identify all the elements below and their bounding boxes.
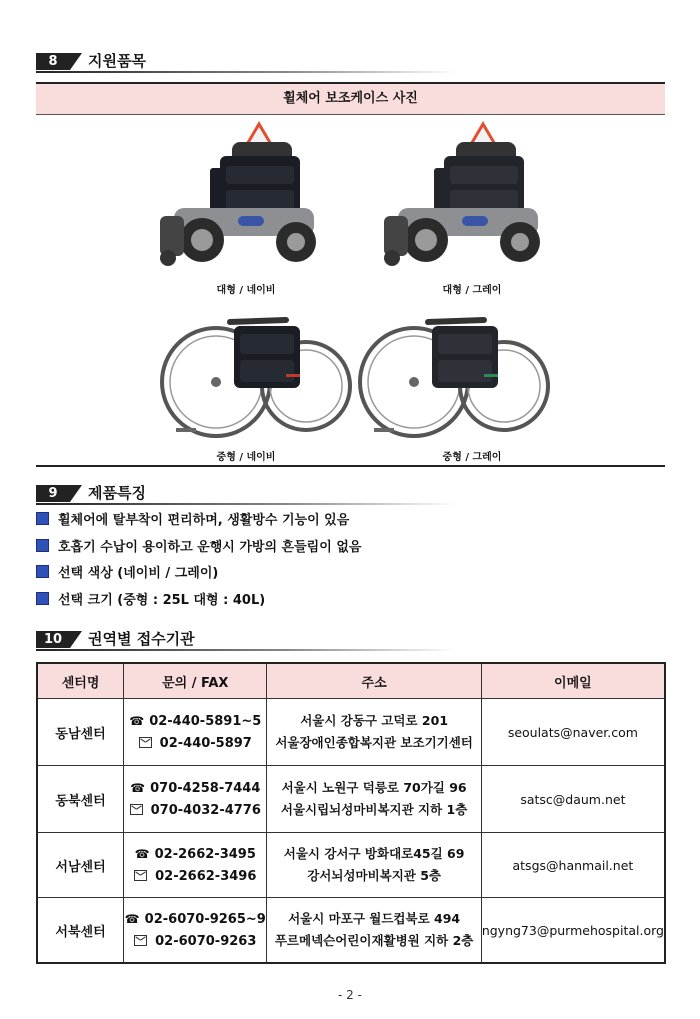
- center-name: 서남센터: [37, 833, 124, 898]
- section-underline: [36, 71, 456, 73]
- fax-icon: [134, 935, 147, 946]
- table-row: [37, 699, 665, 766]
- address-cell: [267, 699, 481, 766]
- square-bullet-icon: [36, 512, 49, 525]
- feature-item: [36, 539, 361, 557]
- email-address[interactable]: atsgs@hanmail.net: [481, 833, 665, 898]
- address-line: 강서뇌성마비복지관 5층: [307, 868, 442, 883]
- phone-icon: ☎: [124, 911, 140, 926]
- medium-gray-wheelchair-photo: [354, 312, 554, 442]
- phone-number: 070-4258-7444: [150, 780, 261, 796]
- phone-number: 02-6070-9265~9: [144, 911, 266, 927]
- contact-cell: [124, 699, 267, 766]
- fax-icon: [134, 870, 147, 881]
- section-title: 지원품목: [88, 52, 146, 70]
- caption-medium-navy: 중형 / 네이비: [216, 452, 276, 463]
- address-line: 서울장애인종합복지관 보조기기센터: [275, 735, 473, 750]
- section-number: 8: [36, 53, 70, 70]
- section-title: 권역별 접수기관: [88, 630, 195, 648]
- phone-icon: ☎: [134, 846, 150, 861]
- fax-number: 02-2662-3496: [155, 868, 257, 884]
- feature-text: 선택 크기 (중형 : 25L 대형 : 40L): [58, 593, 266, 608]
- square-bullet-icon: [36, 565, 49, 578]
- header-contact: 문의 / FAX: [124, 663, 267, 699]
- address-line: 서울시 강서구 방화대로45길 69: [283, 846, 465, 861]
- fax-number: 070-4032-4776: [150, 802, 261, 818]
- contact-cell: [124, 766, 267, 833]
- fax-icon: [130, 804, 143, 815]
- feature-item: [36, 565, 218, 583]
- medium-navy-wheelchair-photo: [156, 312, 356, 442]
- section-underline: [36, 649, 456, 651]
- address-line: 서울시 마포구 월드컵북로 494: [288, 911, 461, 926]
- section-header-8: [36, 52, 456, 72]
- header-address: 주소: [267, 663, 481, 699]
- table-header-row: [37, 663, 665, 699]
- center-name: 동남센터: [37, 699, 124, 766]
- feature-text: 호흡기 수납이 용이하고 운행시 가방의 흔들림이 없음: [58, 540, 362, 555]
- phone-number: 02-2662-3495: [154, 846, 256, 862]
- caption-large-navy: 대형 / 네이비: [216, 285, 276, 296]
- section-header-9: [36, 484, 456, 504]
- section-number: 10: [36, 631, 70, 648]
- address-cell: [267, 898, 481, 964]
- caption-medium-gray: 중형 / 그레이: [442, 452, 502, 463]
- table-row: [37, 766, 665, 833]
- table-row: [37, 898, 665, 964]
- center-name: 동북센터: [37, 766, 124, 833]
- section-header-10: [36, 630, 456, 650]
- fax-number: 02-6070-9263: [155, 933, 257, 949]
- fax-icon: [139, 737, 152, 748]
- header-email: 이메일: [481, 663, 665, 699]
- address-line: 서울시 강동구 고덕로 201: [300, 713, 449, 728]
- address-cell: [267, 766, 481, 833]
- phone-icon: ☎: [130, 780, 146, 795]
- address-line: 푸르메넥슨어린이재활병원 지하 2층: [274, 933, 474, 948]
- phone-number: 02-440-5891~5: [149, 713, 262, 729]
- centers-table: [36, 662, 666, 964]
- square-bullet-icon: [36, 539, 49, 552]
- photo-box: [36, 82, 665, 467]
- center-name: 서북센터: [37, 898, 124, 964]
- email-address[interactable]: satsc@daum.net: [481, 766, 665, 833]
- caption-large-gray: 대형 / 그레이: [442, 285, 502, 296]
- page-number: - 2 -: [338, 988, 362, 1002]
- section-title: 제품특징: [88, 484, 146, 502]
- phone-icon: ☎: [129, 713, 145, 728]
- email-address[interactable]: seoulats@naver.com: [481, 699, 665, 766]
- feature-item: [36, 512, 349, 530]
- fax-number: 02-440-5897: [159, 735, 252, 751]
- large-navy-wheelchair-photo: [154, 118, 334, 278]
- address-cell: [267, 833, 481, 898]
- large-gray-wheelchair-photo: [378, 118, 558, 278]
- address-line: 서울시립뇌성마비복지관 지하 1층: [280, 802, 468, 817]
- section-number: 9: [36, 485, 70, 502]
- email-address[interactable]: ngyng73@purmehospital.org: [481, 898, 665, 964]
- photo-box-title: 휠체어 보조케이스 사진: [36, 84, 665, 115]
- feature-text: 휠체어에 탈부착이 편리하며, 생활방수 기능이 있음: [58, 513, 350, 528]
- header-center-name: 센터명: [37, 663, 124, 699]
- feature-text: 선택 색상 (네이비 / 그레이): [58, 566, 219, 581]
- contact-cell: [124, 833, 267, 898]
- contact-cell: [124, 898, 267, 964]
- table-row: [37, 833, 665, 898]
- square-bullet-icon: [36, 592, 49, 605]
- section-underline: [36, 503, 456, 505]
- address-line: 서울시 노원구 덕릉로 70가길 96: [281, 780, 467, 795]
- feature-item: [36, 592, 265, 610]
